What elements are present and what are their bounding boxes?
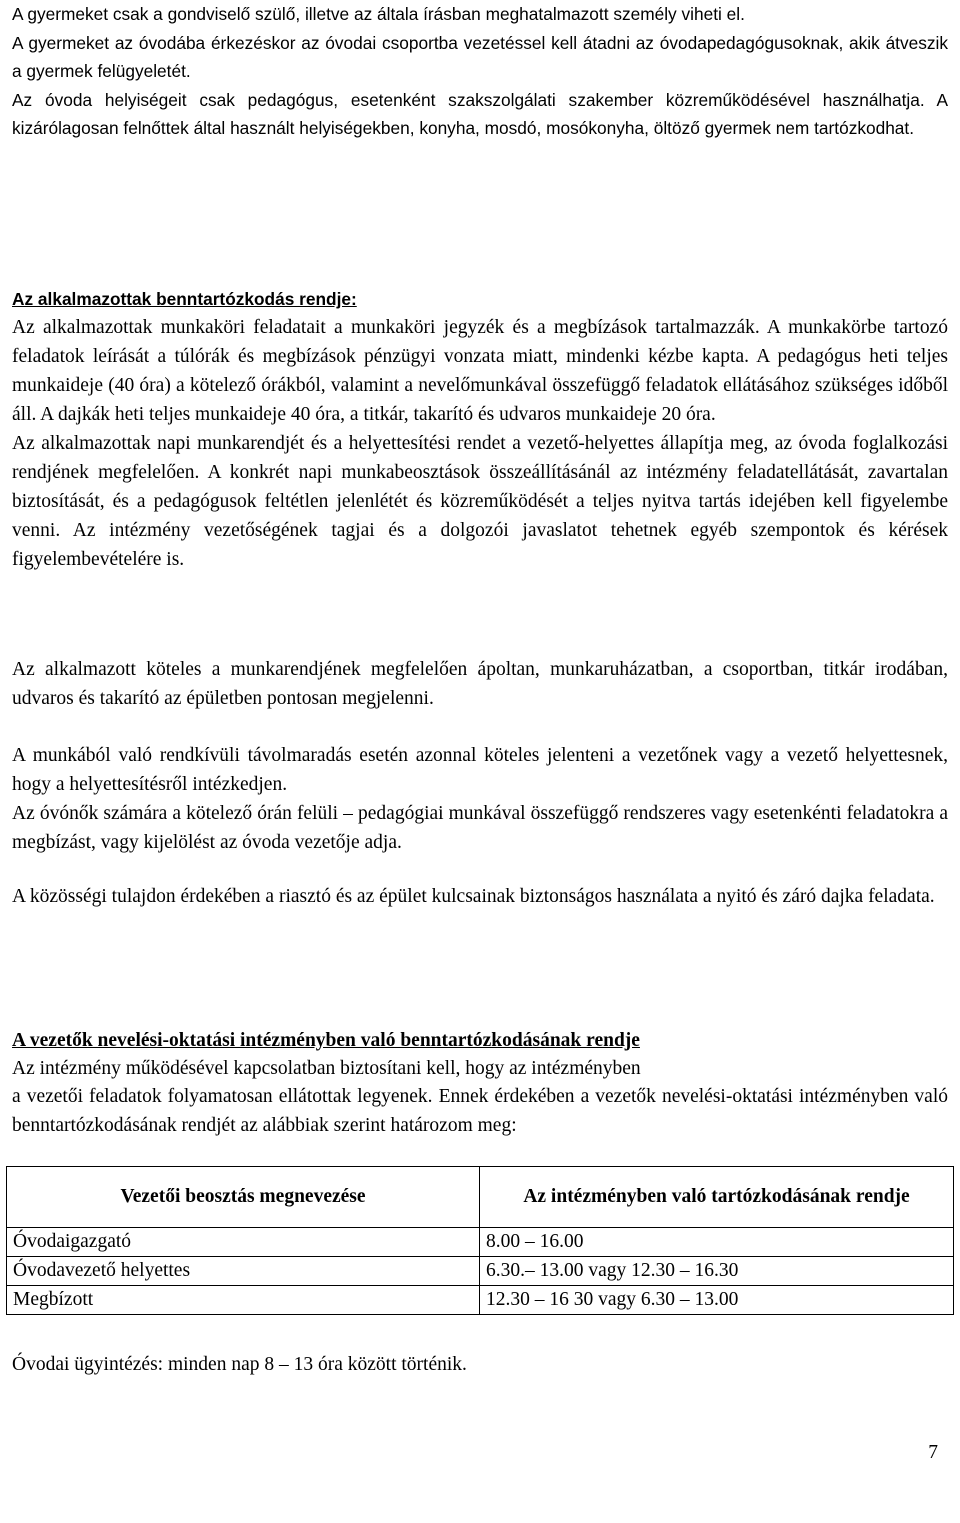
intro-paragraph-2: A gyermeket az óvodába érkezéskor az óvodai csoportba vezetéssel kell átadni az óvodapedagógusoknak, akik átveszik a gyermek felügyeletét. [12, 32, 948, 81]
section-title-staff: Az alkalmazottak benntartózkodás rendje: [12, 289, 357, 309]
intro-paragraph-1: A gyermeket csak a gondviselő szülő, illetve az általa írásban meghatalmazott személy viheti el. [12, 4, 745, 24]
intro-block [12, 0, 948, 143]
table-header-row [7, 1167, 954, 1228]
office-hours-note: Óvodai ügyintézés: minden nap 8 – 13 óra között történik. [12, 1354, 467, 1375]
table-header-position: Vezetői beosztás megnevezése [7, 1167, 480, 1228]
section-title-leaders: A vezetők nevelési-oktatási intézményben való benntartózkodásának rendje [12, 1030, 640, 1051]
table-cell-schedule: 12.30 – 16 30 vagy 6.30 – 13.00 [480, 1286, 954, 1315]
table-row [7, 1257, 954, 1286]
table-cell-position: Óvodaigazgató [7, 1228, 480, 1257]
table-cell-schedule: 6.30.– 13.00 vagy 12.30 – 16.30 [480, 1257, 954, 1286]
intro-paragraph-3: Az óvoda helyiségeit csak pedagógus, esetenként szakszolgálati szakember közreműködésével használhatja. A kizárólagosan felnőttek által használt helyiségekben, konyha, mosdó, mosókonyha, öltöző gyermek nem tartózkodhat. [12, 89, 948, 138]
leaders-intro-paragraph: a vezetői feladatok folyamatosan ellátottak legyenek. Ennek érdekében a vezetők nevelési-oktatási intézményben való benntartózkodásának rendjét az alábbiak szerint határozom meg: [12, 1086, 948, 1136]
staff-paragraph-3: Az alkalmazott köteles a munkarendjének megfelelően ápoltan, munkaruházatban, a csoportban, titkár irodában, udvaros és takarító az épületben pontosan megjelenni. [12, 659, 948, 709]
table-header-schedule: Az intézményben való tartózkodásának rendje [480, 1167, 954, 1228]
table-cell-position: Óvodavezető helyettes [7, 1257, 480, 1286]
staff-block-absence [12, 741, 948, 857]
staff-paragraph-2: Az alkalmazottak napi munkarendjét és a helyettesítési rendet a vezető-helyettes állapítja meg, az óvoda foglalkozási rendjének megfelelően. A konkrét napi munkabeosztások összeállításánál az intézmény feladatellátását, zavartalan biztosítását, és a pedagógusok feltétlen jelenlétét és közreműködését a teljes nyitva tartás idejében kell figyelembe venni. Az intézmény vezetőségének tagjai és a dolgozói javaslatot tehetnek egyéb szempontok és kérések figyelembevételére is. [12, 433, 948, 570]
table-cell-position: Megbízott [7, 1286, 480, 1315]
table-row [7, 1228, 954, 1257]
section-staff-body [12, 313, 948, 574]
staff-paragraph-4: A munkából való rendkívüli távolmaradás esetén azonnal köteles jelenteni a vezetőnek vagy a vezető helyettesnek, hogy a helyettesítésről intézkedjen. [12, 745, 948, 795]
staff-paragraph-5: Az óvónők számára a kötelező órán felüli – pedagógiai munkával összefüggő rendszeres vagy esetenkénti feladatokra a megbízást, vagy kijelölést az óvoda vezetője adja. [12, 803, 948, 853]
leaders-schedule-table [6, 1166, 954, 1315]
table-cell-schedule: 8.00 – 16.00 [480, 1228, 954, 1257]
table-row [7, 1286, 954, 1315]
page-number: 7 [928, 1442, 938, 1463]
staff-paragraph-1: Az alkalmazottak munkaköri feladatait a munkaköri jegyzék és a megbízások tartalmazzák. A munkakörbe tartozó feladatok leírását a túlórák és megbízások pénzügyi vonzata miatt, mindenki kézbe kapta. A pedagógus heti teljes munkaideje (40 óra) a kötelező órákból, valamint a nevelőmunkával összefüggő feladatok ellátásához szükséges időből áll. A dajkák heti teljes munkaideje 40 óra, a titkár, takarító és udvaros munkaideje 20 óra. [12, 317, 948, 425]
leaders-intro-line: Az intézmény működésével kapcsolatban biztosítani kell, hogy az intézményben [12, 1058, 641, 1079]
staff-paragraph-6: A közösségi tulajdon érdekében a riasztó és az épület kulcsainak biztonságos használata a nyitó és záró dajka feladata. [12, 886, 935, 907]
